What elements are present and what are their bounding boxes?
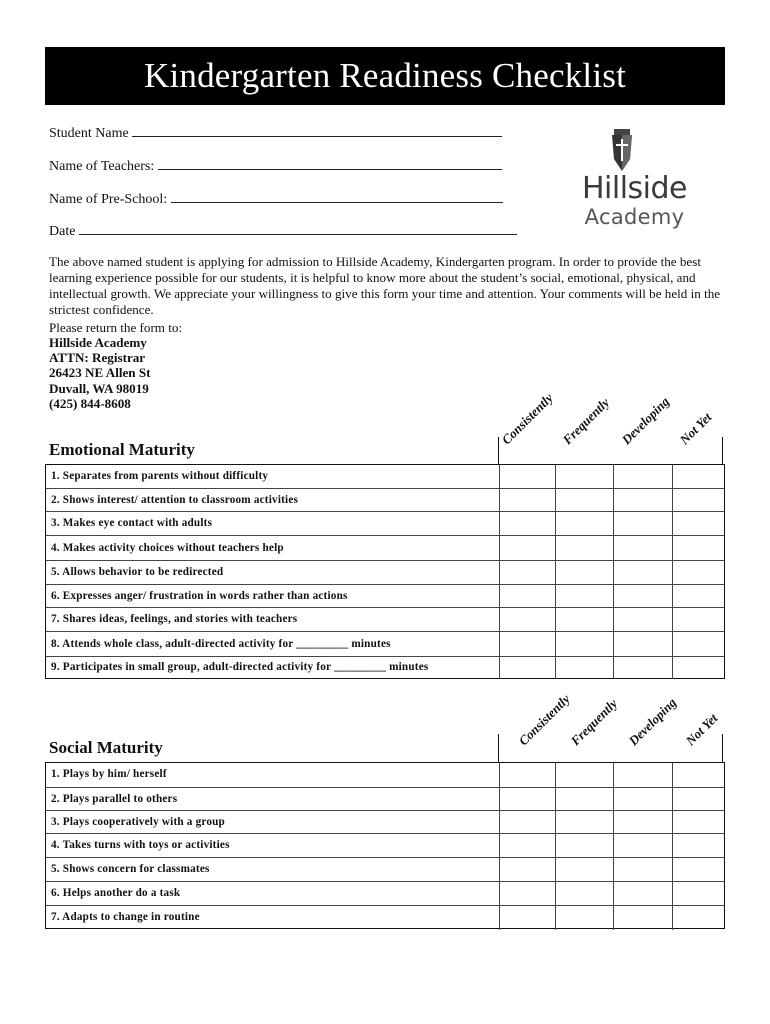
- rating-cell-not-yet[interactable]: [672, 632, 673, 657]
- rating-cell-not-yet[interactable]: [672, 465, 673, 488]
- checklist-item-label: 1. Plays by him/ herself: [51, 768, 167, 780]
- rating-cell-developing[interactable]: [613, 585, 614, 608]
- teachers-line[interactable]: [158, 157, 502, 170]
- rating-cell-not-yet[interactable]: [672, 906, 673, 930]
- return-address: [49, 335, 151, 411]
- rating-cell-not-yet[interactable]: [672, 858, 673, 882]
- table-row: [46, 857, 724, 882]
- table-row: [46, 607, 724, 632]
- checklist-item-label: 4. Makes activity choices without teachers help: [51, 542, 284, 554]
- address-line: Hillside Academy: [49, 335, 147, 350]
- rating-cell-consistently[interactable]: [499, 906, 500, 930]
- table-row: [46, 881, 724, 906]
- checklist-item-label: 1. Separates from parents without difficulty: [51, 470, 269, 482]
- rating-cell-consistently[interactable]: [499, 788, 500, 811]
- rating-cell-not-yet[interactable]: [672, 788, 673, 811]
- preschool-line[interactable]: [171, 190, 503, 203]
- rating-cell-consistently[interactable]: [499, 536, 500, 561]
- table-row: [46, 833, 724, 858]
- rating-cell-not-yet[interactable]: [672, 657, 673, 679]
- rating-cell-frequently[interactable]: [555, 512, 556, 536]
- checklist-item-label: 9. Participates in small group, adult-directed activity for _________ minutes: [51, 661, 429, 673]
- table-row: [46, 810, 724, 834]
- rating-cell-frequently[interactable]: [555, 465, 556, 488]
- checklist-item-label: 4. Takes turns with toys or activities: [51, 839, 230, 851]
- rating-cell-developing[interactable]: [613, 632, 614, 657]
- rating-cell-developing[interactable]: [613, 512, 614, 536]
- table-row: [46, 787, 724, 811]
- rating-cell-consistently[interactable]: [499, 608, 500, 632]
- checklist-item-label: 6. Helps another do a task: [51, 887, 181, 899]
- table-row: [46, 560, 724, 585]
- checklist-item-label: 5. Allows behavior to be redirected: [51, 566, 224, 578]
- hillside-logo: [562, 125, 702, 235]
- header-divider: [722, 734, 723, 763]
- table-row: [46, 584, 724, 608]
- shield-icon: [562, 125, 702, 175]
- rating-cell-frequently[interactable]: [555, 906, 556, 930]
- checklist-item-label: 3. Plays cooperatively with a group: [51, 816, 225, 828]
- table-row: [46, 905, 724, 930]
- student-name-line[interactable]: [132, 124, 502, 137]
- preschool-field[interactable]: [49, 190, 503, 208]
- rating-cell-developing[interactable]: [613, 561, 614, 585]
- checklist-item-label: 2. Shows interest/ attention to classroom activities: [51, 494, 299, 506]
- rating-cell-not-yet[interactable]: [672, 561, 673, 585]
- teachers-label: Name of Teachers:: [49, 159, 155, 174]
- social-checklist-table: [45, 762, 725, 929]
- rating-cell-developing[interactable]: [613, 489, 614, 512]
- rating-cell-frequently[interactable]: [555, 763, 556, 787]
- rating-cell-not-yet[interactable]: [672, 512, 673, 536]
- table-row: [46, 535, 724, 561]
- rating-cell-frequently[interactable]: [555, 536, 556, 561]
- col-header-developing: Developing: [618, 393, 673, 448]
- col-header-frequently: Frequently: [559, 394, 613, 448]
- student-name-field[interactable]: [49, 124, 502, 142]
- rating-cell-developing[interactable]: [613, 788, 614, 811]
- address-line: Duvall, WA 98019: [49, 380, 149, 396]
- checklist-item-label: 2. Plays parallel to others: [51, 793, 178, 805]
- rating-cell-frequently[interactable]: [555, 585, 556, 608]
- col-header-frequently: Frequently: [567, 695, 621, 749]
- rating-cell-developing[interactable]: [613, 536, 614, 561]
- intro-paragraph: The above named student is applying for admission to Hillside Academy, Kindergarten program. In order to provide the best learning experience possible for our students, it is helpful to know more about the student’s social, emotional, physical, and intellectual growth. We appreciate your willingness to give this form your time and attention. Your comments will be held in the strictest confidence.: [49, 254, 721, 317]
- date-line[interactable]: [79, 222, 517, 235]
- logo-sub: Academy: [584, 205, 685, 229]
- student-name-label: Student Name: [49, 126, 129, 141]
- rating-cell-consistently[interactable]: [499, 882, 500, 906]
- rating-cell-frequently[interactable]: [555, 632, 556, 657]
- col-header-developing: Developing: [625, 694, 680, 749]
- address-line: (425) 844-8608: [49, 395, 131, 411]
- rating-cell-not-yet[interactable]: [672, 608, 673, 632]
- logo-name: Hillside: [581, 171, 688, 206]
- col-header-consistently: Consistently: [515, 691, 573, 749]
- page-title: Kindergarten Readiness Checklist: [143, 56, 627, 95]
- rating-cell-consistently[interactable]: [499, 561, 500, 585]
- checklist-item-label: 5. Shows concern for classmates: [51, 863, 210, 875]
- rating-cell-not-yet[interactable]: [672, 536, 673, 561]
- rating-cell-frequently[interactable]: [555, 561, 556, 585]
- emotional-checklist-table: [45, 464, 725, 679]
- table-row: [46, 763, 724, 787]
- checklist-item-label: 6. Expresses anger/ frustration in words rather than actions: [51, 590, 348, 602]
- rating-cell-consistently[interactable]: [499, 834, 500, 858]
- rating-cell-not-yet[interactable]: [672, 811, 673, 834]
- date-label: Date: [49, 224, 76, 239]
- rating-cell-not-yet[interactable]: [672, 585, 673, 608]
- rating-cell-consistently[interactable]: [499, 465, 500, 488]
- rating-cell-consistently[interactable]: [499, 763, 500, 787]
- rating-cell-developing[interactable]: [613, 811, 614, 834]
- header-divider: [722, 437, 723, 465]
- checklist-item-label: 3. Makes eye contact with adults: [51, 517, 213, 529]
- rating-cell-not-yet[interactable]: [672, 763, 673, 787]
- col-header-consistently: Consistently: [498, 390, 556, 448]
- rating-cell-frequently[interactable]: [555, 489, 556, 512]
- date-field[interactable]: [49, 222, 517, 240]
- col-header-not-yet: Not Yet: [676, 409, 715, 448]
- checklist-item-label: 8. Attends whole class, adult-directed activity for _________ minutes: [51, 638, 391, 650]
- emotional-section-title: Emotional Maturity: [49, 440, 195, 459]
- rating-cell-not-yet[interactable]: [672, 489, 673, 512]
- teachers-field[interactable]: [49, 157, 502, 175]
- table-row: [46, 488, 724, 512]
- preschool-label: Name of Pre-School:: [49, 192, 168, 207]
- rating-cell-not-yet[interactable]: [672, 834, 673, 858]
- rating-cell-developing[interactable]: [613, 858, 614, 882]
- rating-cell-consistently[interactable]: [499, 632, 500, 657]
- rating-cell-consistently[interactable]: [499, 512, 500, 536]
- rating-cell-developing[interactable]: [613, 834, 614, 858]
- checklist-item-label: 7. Adapts to change in routine: [51, 911, 200, 923]
- checklist-item-label: 7. Shares ideas, feelings, and stories with teachers: [51, 613, 298, 625]
- return-label: Please return the form to:: [49, 320, 183, 335]
- rating-cell-frequently[interactable]: [555, 608, 556, 632]
- rating-cell-frequently[interactable]: [555, 882, 556, 906]
- rating-cell-frequently[interactable]: [555, 858, 556, 882]
- rating-cell-consistently[interactable]: [499, 858, 500, 882]
- rating-cell-developing[interactable]: [613, 763, 614, 787]
- col-header-not-yet: Not Yet: [682, 710, 721, 749]
- rating-cell-developing[interactable]: [613, 608, 614, 632]
- rating-cell-frequently[interactable]: [555, 788, 556, 811]
- table-row: [46, 465, 724, 488]
- social-section-title: Social Maturity: [49, 738, 163, 757]
- rating-cell-frequently[interactable]: [555, 811, 556, 834]
- address-line: ATTN: Registrar: [49, 350, 146, 366]
- rating-cell-developing[interactable]: [613, 657, 614, 679]
- address-line: 26423 NE Allen St: [49, 365, 151, 381]
- rating-cell-developing[interactable]: [613, 906, 614, 930]
- header-divider: [498, 734, 499, 763]
- rating-cell-consistently[interactable]: [499, 657, 500, 679]
- rating-cell-frequently[interactable]: [555, 657, 556, 679]
- table-row: [46, 631, 724, 657]
- header-divider: [498, 437, 499, 465]
- rating-cell-developing[interactable]: [613, 465, 614, 488]
- rating-cell-consistently[interactable]: [499, 585, 500, 608]
- table-row: [46, 511, 724, 536]
- rating-cell-frequently[interactable]: [555, 834, 556, 858]
- rating-cell-developing[interactable]: [613, 882, 614, 906]
- title-bar: [45, 47, 725, 105]
- rating-cell-consistently[interactable]: [499, 489, 500, 512]
- rating-cell-consistently[interactable]: [499, 811, 500, 834]
- table-row: [46, 656, 724, 679]
- rating-cell-not-yet[interactable]: [672, 882, 673, 906]
